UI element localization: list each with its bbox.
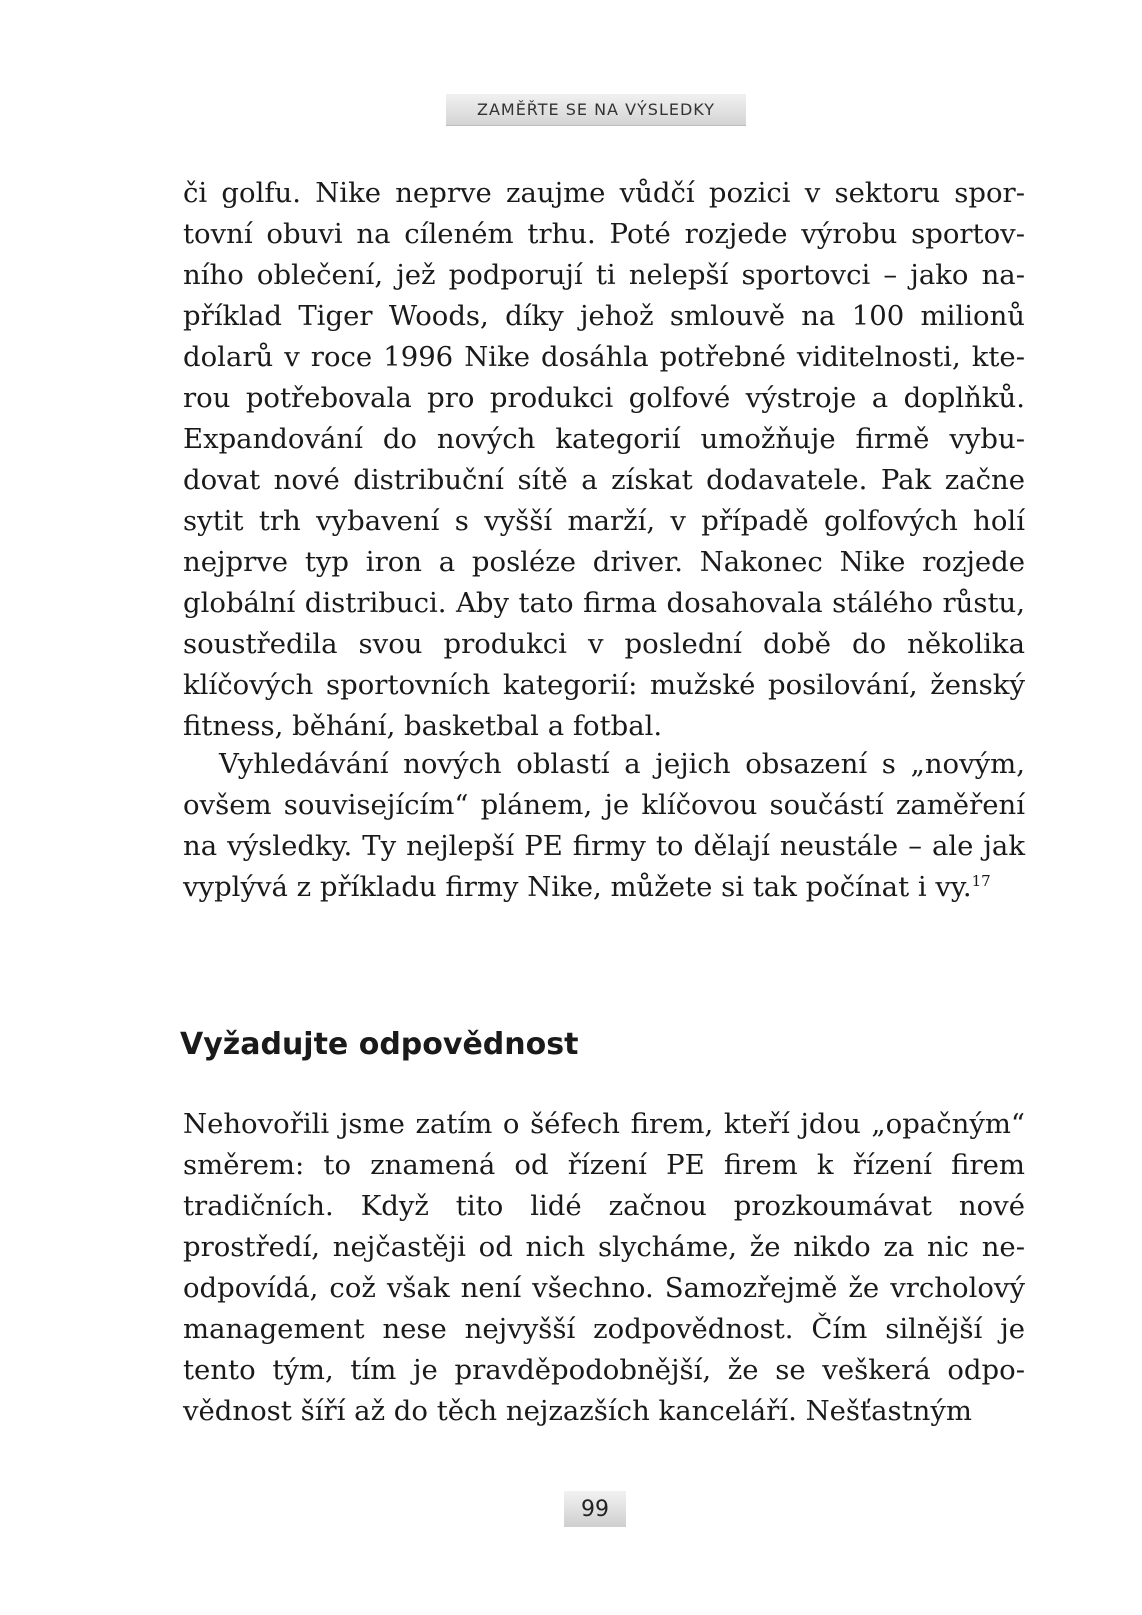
paragraph-new-areas-text: Vyhledávání nových oblastí a jejich obsazení s „novým, ovšem souvisejícím“ plánem, je klíčovou součástí zaměření na výsledky. Ty nejlepší PE firmy to dělají neustále – ale jak vyplývá z příkladu firmy Nike, můžete si tak počínat i vy.: [183, 748, 1025, 903]
paragraph-nike-expansion: či golfu. Nike neprve zaujme vůdčí pozici v sektoru sportovní obuvi na cíleném trhu. Poté rozjede výrobu sportovního oblečení, jež podporují ti nelepší sportovci – jako například Tiger Woods, díky jehož smlouvě na 100 milionů dolarů v roce 1996 Nike dosáhla potřebné viditelnosti, kterou potřebovala pro produkci golfové výstroje a doplňků. Expandování do nových kategorií umožňuje firmě vybudovat nové distribuční sítě a získat dodavatele. Pak začne sytit trh vybavení s vyšší marží, v případě golfových holí nejprve typ iron a posléze driver. Nakonec Nike rozjede globální distribuci. Aby tato firma dosahovala stálého růstu, soustředila svou produkci v poslední době do několika klíčových sportovních kategorií: mužské posilování, ženský fitness, běhání, basketbal a fotbal.: [183, 177, 1025, 742]
page-number-value: 99: [581, 1496, 609, 1522]
paragraph-accountability: Nehovořili jsme zatím o šéfech firem, kteří jdou „opačným“ směrem: to znamená od řízení PE firem k řízení firem tradičních. Když tito lidé začnou prozkoumávat nové prostředí, nejčastěji od nich slycháme, že nikdo za nic neodpovídá, což však není všechno. Samozřejmě že vrcholový management nese nejvyšší zodpovědnost. Čím silnější je tento tým, tím je pravděpodobnější, že se veškerá odpovědnost šíří až do těch nejzazších kanceláří. Nešťastným: [183, 1108, 1025, 1427]
footnote-reference: 17: [971, 871, 991, 890]
running-header-title: ZAMĚŘTE SE NA VÝSLEDKY: [476, 100, 715, 119]
running-header: [446, 94, 746, 126]
page-number: [564, 1491, 626, 1527]
section-heading: Vyžadujte odpovědnost: [180, 1027, 579, 1062]
paragraph-new-areas: [183, 744, 1025, 908]
